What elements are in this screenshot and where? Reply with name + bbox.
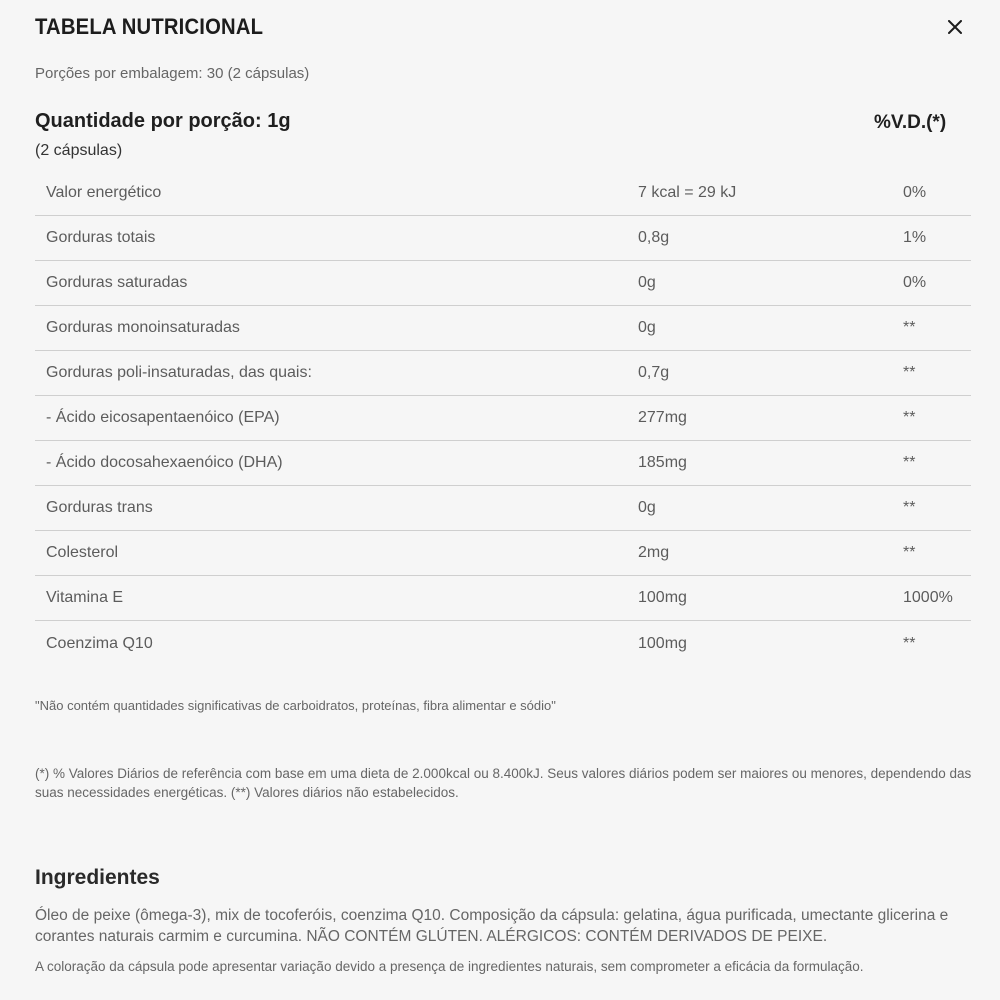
nutrition-table — [35, 171, 971, 666]
nutrient-amount: 100mg — [638, 589, 687, 606]
daily-value-reference-note: (*) % Valores Diários de referência com base em uma dieta de 2.000kcal ou 8.400kJ. Seus valores diários podem ser maiores ou menores, dependendo das suas necessidades energéticas. (**) Valores diários não estabelecidos. — [35, 766, 972, 800]
nutrient-amount: 0,7g — [638, 364, 670, 381]
nutrient-amount: 0g — [638, 319, 656, 336]
nutrient-name: Gorduras poli-insaturadas, das quais: — [46, 364, 312, 381]
nutrient-daily-value: ** — [903, 544, 916, 561]
close-icon — [948, 20, 962, 34]
table-row — [35, 261, 971, 306]
table-row — [35, 486, 971, 531]
nutrient-amount: 0g — [638, 499, 656, 516]
nutrient-amount: 2mg — [638, 544, 670, 561]
nutrient-name: - Ácido eicosapentaenóico (EPA) — [46, 409, 280, 426]
ingredients-text: Óleo de peixe (ômega-3), mix de tocoferóis, coenzima Q10. Composição da cápsula: gelatina, água purificada, umectante glicerina e corantes naturais carmim e curcumina. NÃO CONTÉM GLÚTEN. ALÉRGICOS: CONTÉM DERIVADOS DE PEIXE. — [35, 907, 949, 945]
table-row — [35, 621, 971, 666]
nutrient-daily-value: ** — [903, 499, 916, 516]
nutrient-daily-value: ** — [903, 409, 916, 426]
nutrient-name: - Ácido docosahexaenóico (DHA) — [46, 454, 283, 471]
nutrient-name: Coenzima Q10 — [46, 634, 153, 652]
close-button[interactable] — [940, 12, 970, 42]
quantity-per-serving-sub: (2 cápsulas) — [35, 142, 123, 159]
nutrient-amount: 277mg — [638, 409, 687, 426]
table-row — [35, 216, 971, 261]
nutrient-daily-value: 1000% — [903, 589, 953, 606]
nutrient-name: Gorduras monoinsaturadas — [46, 319, 240, 336]
table-row — [35, 576, 971, 621]
table-row — [35, 396, 971, 441]
nutrient-amount: 185mg — [638, 454, 687, 471]
table-row — [35, 441, 971, 486]
nutrient-name: Gorduras totais — [46, 229, 156, 246]
capsule-color-note: A coloração da cápsula pode apresentar variação devido a presença de ingredientes naturais, sem comprometer a eficácia da formulação. — [35, 959, 864, 974]
modal-title: TABELA NUTRICIONAL — [35, 14, 264, 39]
nutrient-name: Colesterol — [46, 544, 119, 561]
nutrient-daily-value: ** — [903, 319, 916, 336]
nutrient-daily-value: ** — [903, 634, 916, 652]
table-row — [35, 531, 971, 576]
table-row — [35, 351, 971, 396]
nutrient-daily-value: ** — [903, 454, 916, 471]
nutrient-daily-value: 0% — [903, 184, 927, 201]
nutrient-daily-value: 1% — [903, 229, 927, 246]
not-significant-note: "Não contém quantidades significativas de carboidratos, proteínas, fibra alimentar e sódio" — [35, 698, 556, 713]
quantity-per-serving-header: Quantidade por porção: 1g — [35, 110, 291, 132]
nutrient-amount: 7 kcal = 29 kJ — [638, 184, 737, 201]
nutrient-name: Vitamina E — [46, 589, 124, 606]
nutrient-amount: 0,8g — [638, 229, 670, 246]
daily-value-header: %V.D.(*) — [874, 112, 947, 133]
nutrient-daily-value: ** — [903, 364, 916, 381]
nutrient-daily-value: 0% — [903, 274, 927, 291]
nutrient-amount: 0g — [638, 274, 656, 291]
nutrient-name: Gorduras trans — [46, 499, 153, 516]
table-row — [35, 306, 971, 351]
servings-per-package: Porções por embalagem: 30 (2 cápsulas) — [35, 65, 310, 82]
nutrient-name: Valor energético — [46, 184, 162, 201]
table-row — [35, 171, 971, 216]
nutrient-amount: 100mg — [638, 634, 687, 652]
nutrient-name: Gorduras saturadas — [46, 274, 188, 291]
ingredients-title: Ingredientes — [35, 866, 160, 889]
